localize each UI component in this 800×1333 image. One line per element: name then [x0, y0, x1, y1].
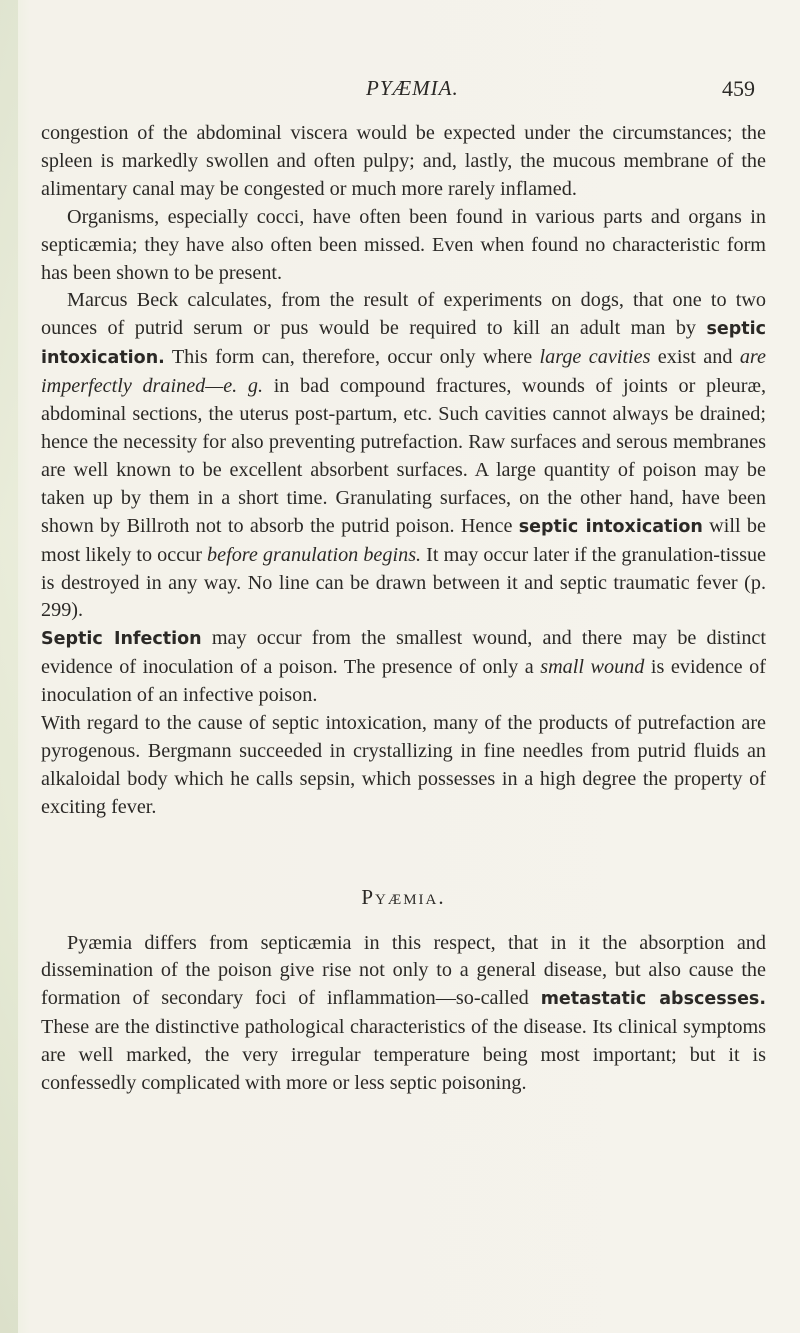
text-run: is evidence of inoculation of an infective poison.: [41, 656, 766, 707]
text-run: This form can, therefore, occur only where: [164, 346, 540, 369]
paragraph-septic-intoxication: [41, 287, 766, 625]
italic-phrase: small wound: [540, 656, 645, 679]
running-title: PYÆMIA.: [366, 76, 459, 100]
text-run: will be most likely to occur: [41, 514, 766, 566]
paragraph-text: Organisms, especially cocci, have often been found in various parts and organs in septicæmia; they have also often been missed. Even when found no characteristic form has been shown to be present.: [41, 205, 766, 284]
page-header: [0, 62, 800, 101]
page-number: 459: [722, 76, 755, 101]
section-heading-text: Pyæmia.: [361, 884, 446, 909]
term-septic-intoxication: septic intoxication.: [41, 319, 766, 369]
section-heading-pyaemia: [41, 884, 766, 912]
paragraph-pyaemia: [41, 930, 766, 1098]
text-run: in bad compound fractures, wounds of joints or pleuræ, abdominal sections, the uterus post-partum, etc. Such cavities cannot always be drained; hence the necessity for also preventing putrefaction. Raw surfaces and serous membranes are well known to be excellent absorbent surfaces. A large quantity of poison may be taken up by them in a short time. Granulating surfaces, on the other hand, have been shown by Billroth not to absorb the putrid poison. Hence: [41, 375, 766, 537]
paragraph-text: congestion of the abdominal viscera would be expected under the circumstances; the spleen is markedly swollen and often pulpy; and, lastly, the mucous membrane of the alimentary canal may be congested or much more rarely inflamed.: [41, 122, 766, 200]
paragraph-cause: [41, 710, 766, 822]
italic-phrase: are imperfectly drained—e. g.: [41, 346, 766, 398]
text-run: Pyæmia differs from septicæmia in this respect, that in it the absorption and dissemination of the poison give rise not only to a general disease, but also cause the formation of secondary foci of inflammation—so-called: [41, 931, 766, 1010]
text-run: It may occur later if the granulation-tissue is destroyed in any way. No line can be drawn between it and septic traumatic fever (p. 299).: [41, 543, 766, 622]
text-run: These are the distinctive pathological characteristics of the disease. Its clinical symptoms are well marked, the very irregular temperature being most important; but it is confessedly complicated with more or less septic poisoning.: [41, 1016, 766, 1095]
paragraph-septic-infection: [41, 625, 766, 710]
term-metastatic-abscesses: metastatic abscesses.: [540, 989, 766, 1010]
italic-phrase: before granulation begins.: [207, 543, 422, 566]
term-septic-infection: Septic Infection: [41, 629, 202, 650]
text-run: may occur from the smallest wound, and there may be distinct evidence of inoculation of a poison. The presence of only a: [41, 627, 766, 679]
text-run: Marcus Beck calculates, from the result of experiments on dogs, that one to two ounces of putrid serum or pus would be required to kill an adult man by: [41, 289, 766, 340]
term-septic-intoxication: septic intoxication: [518, 516, 703, 537]
body-text: [41, 120, 766, 1098]
page-binding-edge: [0, 0, 18, 1333]
text-run: exist and: [650, 346, 740, 369]
paragraph-text: With regard to the cause of septic intoxication, many of the products of putrefaction are pyrogenous. Bergmann succeeded in crystallizing in fine needles from putrid fluids an alkaloidal body which he calls sepsin, which possesses in a high degree the property of exciting fever.: [41, 712, 766, 818]
italic-phrase: large cavities: [539, 346, 651, 369]
paragraph-organisms: [41, 204, 766, 288]
paragraph-congestion: [41, 120, 766, 204]
